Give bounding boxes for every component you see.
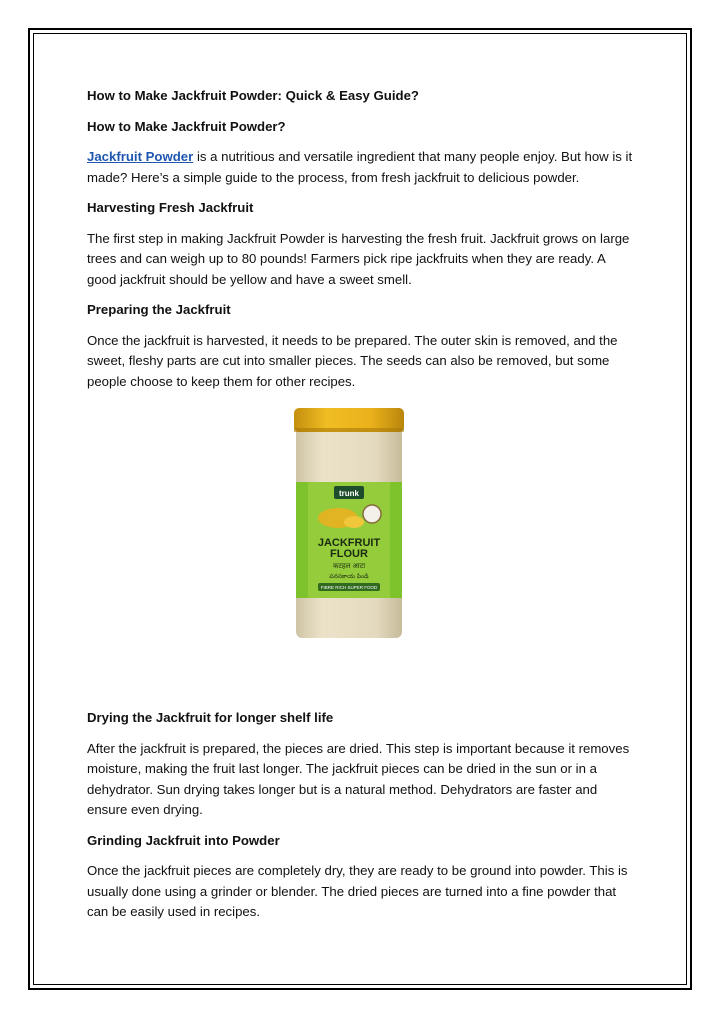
section-body-drying: After the jackfruit is prepared, the pieces are dried. This step is important because it removes moisture, making the fruit last longer. The jackfruit pieces can be dried in the sun or in a dehydrator. Sun drying takes longer but is a natural method. Dehydrators are faster and ensure even drying. [87, 740, 630, 817]
label-line1: JACKFRUIT [317, 537, 381, 549]
jar-lid-rim [294, 428, 404, 432]
label-line2: FLOUR [330, 548, 368, 560]
brand-text: trunk [339, 489, 359, 498]
intro-text: is a nutritious and versatile ingredient that many people enjoy. But how is it made? Here’s a simple guide to the process, from fresh jackfruit to delicious powder. [87, 149, 633, 185]
jackfruit-powder-link[interactable]: Jackfruit Powder [87, 149, 194, 164]
section-heading-grinding: Grinding Jackfruit into Powder [87, 832, 280, 848]
jackfruit-slice-graphic [344, 516, 364, 528]
flour-bowl-graphic [363, 505, 381, 523]
document-body [87, 86, 635, 933]
product-image-area [87, 406, 635, 708]
section-heading-harvesting: Harvesting Fresh Jackfruit [87, 200, 254, 215]
intro-paragraph [87, 147, 635, 188]
label-hindi: कटहल आटा [332, 562, 366, 570]
label-telugu: పనసకాయ పిండి [329, 573, 369, 580]
section-body-preparing: Once the jackfruit is harvested, it needs to be prepared. The outer skin is removed, and the sweet, fleshy parts are cut into smaller pieces. The seeds can also be removed, but some people choose to keep them for other recipes. [87, 332, 618, 389]
document-subtitle: How to Make Jackfruit Powder? [87, 118, 286, 134]
section-body-grinding: Once the jackfruit pieces are completely dry, they are ready to be ground into powder. This is usually done using a grinder or blender. The dried pieces are turned into a fine powder that can be easily used in recipes. [87, 863, 628, 919]
section-heading-preparing: Preparing the Jackfruit [87, 302, 231, 317]
jackfruit-flour-jar-image [290, 406, 408, 642]
document-title: How to Make Jackfruit Powder: Quick & Easy Guide? [87, 88, 419, 103]
section-heading-drying: Drying the Jackfruit for longer shelf life [87, 710, 334, 725]
section-body-harvesting: The first step in making Jackfruit Powder is harvesting the fresh fruit. Jackfruit grows on large trees and can weigh up to 80 pounds! Farmers pick ripe jackfruits when they are ready. A good jackfruit should be yellow and have a sweet smell. [87, 230, 630, 287]
label-tagline: FIBRE RICH SUPER FOOD [320, 585, 378, 590]
